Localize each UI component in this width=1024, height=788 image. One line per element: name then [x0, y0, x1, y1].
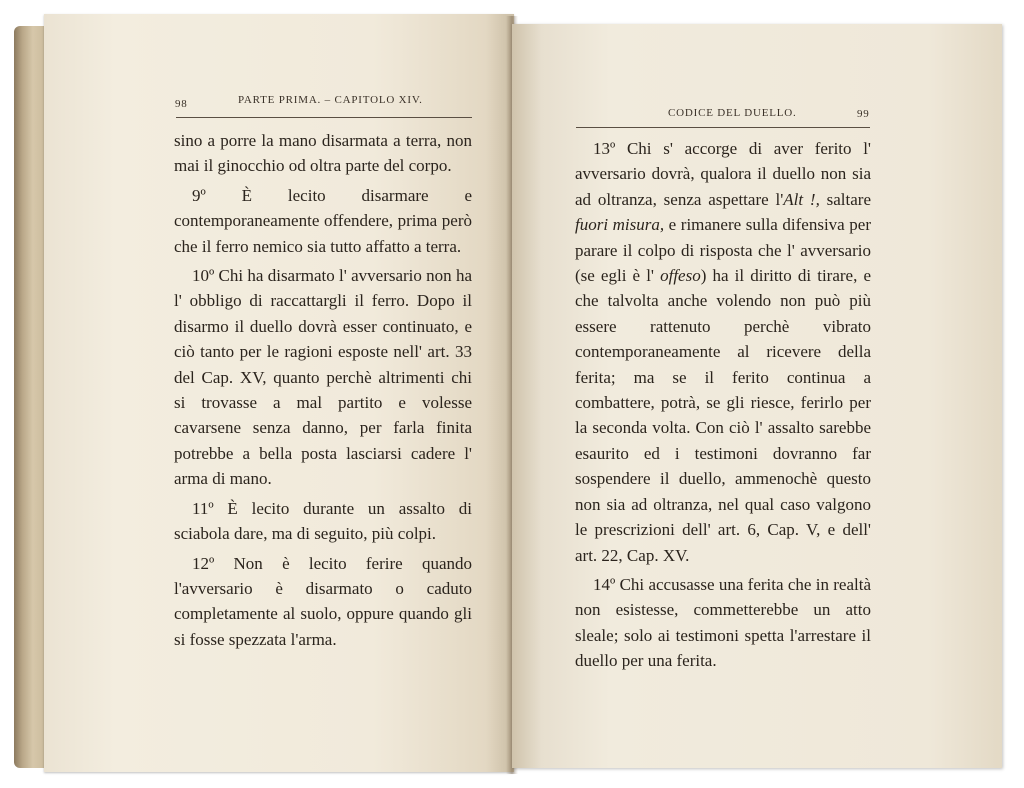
page-number-left: 98 [175, 98, 188, 110]
paragraph: 10º Chi ha disarmato l' avversario non ha l' obbligo di raccattargli il ferro. Dopo il disarmo il duello dovrà esser continuato, e ciò tanto per le ragioni esposte nell' art. 33 del Cap. XV, quanto perchè altrimenti chi si trovasse a mal partito e volesse cavarsene senza danno, per farla finita potrebbe a bella posta lasciarsi cadere l' arma di mano. [174, 266, 472, 489]
paragraph-14: 14º Chi accusasse una ferita che in realtà non esistesse, commetterebbe un atto sleale; solo ai testimoni spetta l'arrestare il duello per una ferita. [575, 574, 871, 671]
paragraph: 12º Non è lecito ferire quando l'avversario è disarmato o caduto completamente al suolo, oppure quando gli si fosse spezzata l'arma. [174, 553, 472, 649]
right-page [512, 24, 1002, 768]
paragraph: 11º È lecito durante un assalto di sciabola dare, ma di seguito, più colpi. [174, 498, 472, 544]
right-page-text [575, 136, 871, 674]
page-number-right: 99 [857, 108, 870, 120]
running-head-right: CODICE DEL DUELLO. [668, 107, 797, 119]
left-page [44, 14, 514, 772]
paragraph-13: 13º Chi s' accorge di aver ferito l' avversario dovrà, qualora il duello non sia ad oltranza, senza aspettare l'Alt !, saltare fuori misura, e rimanere sulla difensiva per parare il colpo di risposta che l' avversario (se egli è l' offeso) ha il diritto di tirare, e che talvolta anche volendo non può più essere rattenuto perchè vibrato contemporaneamente al ricevere della ferita; ma se il ferito continua a combattere, potrà, se gli riesce, ferirlo per la seconda volta. Con ciò l' assalto sarebbe esaurito ed i testimoni dovranno far sospendere il duello, ammenochè questo non sia ad oltranza, nel qual caso valgono le prescrizioni dell' art. 6, Cap. V, e dell' art. 22, Cap. XV. [575, 139, 872, 565]
header-rule-right [576, 127, 870, 128]
paragraph: 9º È lecito disarmare e contemporaneamente offendere, prima però che il ferro nemico sia tutto affatto a terra. [174, 185, 472, 256]
running-head-left: PARTE PRIMA. – CAPITOLO XIV. [238, 94, 423, 106]
left-page-text [174, 128, 472, 652]
header-rule-left [176, 117, 472, 118]
paragraph: sino a porre la mano disarmata a terra, non mai il ginocchio od oltra parte del corpo. [174, 131, 472, 176]
